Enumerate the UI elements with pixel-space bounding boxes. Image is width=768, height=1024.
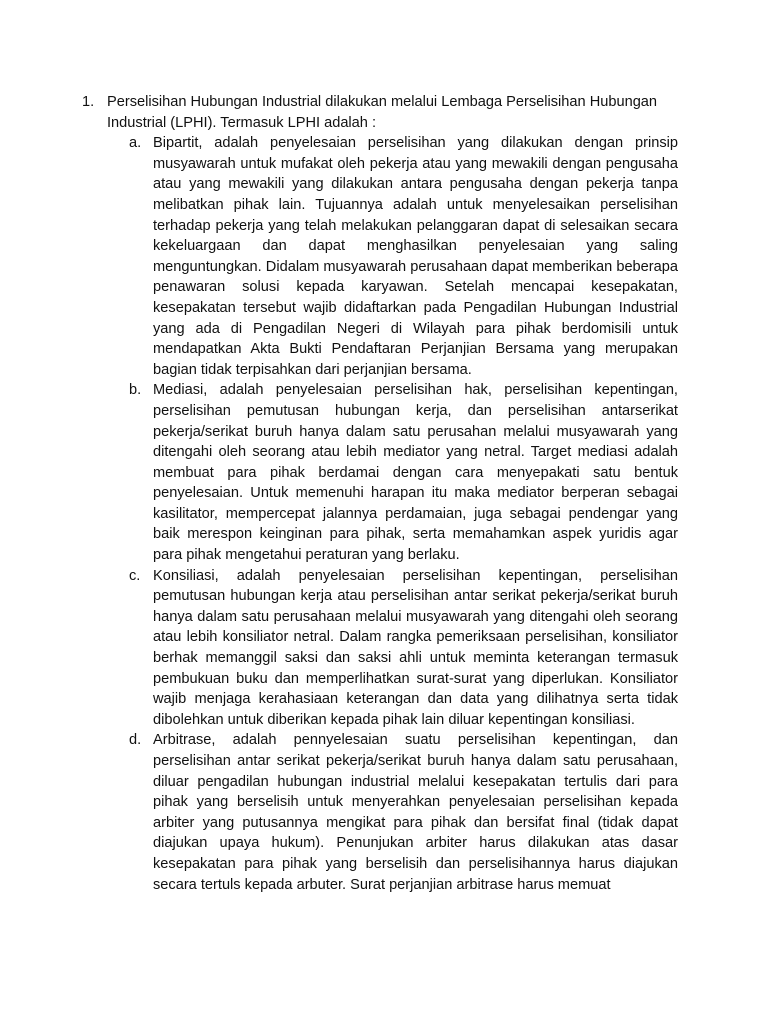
item-text: Perselisihan Hubungan Industrial dilakukan melalui Lembaga Perselisihan Hubungan Industrial (LPHI). Termasuk LPHI adalah : xyxy=(107,94,658,131)
subitem-text-konsiliasi: Konsiliasi, adalah penyelesaian perselisihan kepentingan, perselisihan pemutusan hubungan kerja atau perselisihan antar serikat pekerja/serikat buruh hanya dalam satu perusahaan melalui musyawarah yang ditengahi oleh seorang atau lebih konsiliator netral. Dalam rangka pemeriksaan perselisihan, konsiliator berhak memanggil saksi dan saksi ahli untuk meminta keterangan termasuk pembukuan buku dan memperlihatkan surat-surat yang diperlukan. Konsiliator wajib menjaga kerahasiaan keterangan dan data yang dilihatnya serta tidak dibolehkan untuk diberikan kepada pihak lain diluar kepentingan konsiliasi. xyxy=(153,567,678,728)
subitem-letter: d. xyxy=(129,732,142,749)
item-number: 1. xyxy=(82,94,95,110)
item-body xyxy=(107,92,678,133)
subitem-letter: a. xyxy=(129,135,142,152)
subitem-a xyxy=(129,133,678,380)
subitem-d xyxy=(129,730,678,895)
subitem-b xyxy=(129,380,678,565)
subitem-text-mediasi: Mediasi, adalah penyelesaian perselisihan hak, perselisihan kepentingan, perselisihan pemutusan hubungan kerja, dan perselisihan antarserikat pekerja/serikat buruh hanya dalam satu perusahan melalui musyawarah yang ditengahi oleh seorang atau lebih mediator yang netral. Target mediasi adalah membuat para pihak berdamai dengan cara menyepakati satu bentuk penyelesaian. Untuk memenuhi harapan itu maka mediator berperan sebagai kasilitator, mempercepat jalannya perdamaian, juga sebagai pendengar yang baik merespon keinginan para pihak, serta memahamkan aspek yuridis agar para pihak mengetahui peraturan yang berlaku. xyxy=(153,382,678,564)
subitem-c xyxy=(129,566,678,731)
subitem-text-arbitrase: Arbitrase, adalah pennyelesaian suatu perselisihan kepentingan, dan perselisihan antar serikat pekerja/serikat buruh hanya dalam satu perusahaan, diluar pengadilan hubungan industrial melalui kesepakatan tertulis dari para pihak yang berselisih untuk menyerahkan penyelesaian perselisihan kepada arbiter yang putusannya mengikat para pihak dan bersifat final (tidak dapat diajukan upaya hukum). Penunjukan arbiter harus dilakukan atas dasar kesepakatan para pihak yang berselisih dan perselisihannya harus diajukan secara tertuls kepada arbuter. Surat perjanjian arbitrase harus memuat xyxy=(153,732,678,893)
subitem-letter: b. xyxy=(129,382,142,399)
numbered-list xyxy=(82,92,678,895)
subitem-letter: c. xyxy=(129,567,141,584)
list-item-1 xyxy=(82,92,678,133)
subitem-text-bipartit: Bipartit, adalah penyelesaian perselisihan yang dilakukan dengan prinsip musyawarah untuk mufakat oleh pekerja atau yang mewakili dengan pengusaha atau yang mewakili yang dilakukan antara pengusaha dengan pekerja tanpa melibatkan pihak lain. Tujuannya adalah untuk menyelesaikan perselisihan terhadap pekerja yang telah melakukan pelanggaran dapat di selesaikan secara kekeluargaan dan dapat menghasilkan penyelesaian yang saling menguntungkan. Didalam musyawarah perusahaan dapat memberikan beberapa penawaran solusi kepada karyawan. Setelah mencapai kesepakatan, kesepakatan tersebut wajib didaftarkan pada Pengadilan Hubungan Industrial yang ada di Pengadilan Negeri di Wilayah para pihak berdomisili untuk mendapatkan Akta Bukti Pendaftaran Perjanjian Bersama yang merupakan bagian tidak terpisahkan dari perjanjian bersama. xyxy=(153,135,678,378)
